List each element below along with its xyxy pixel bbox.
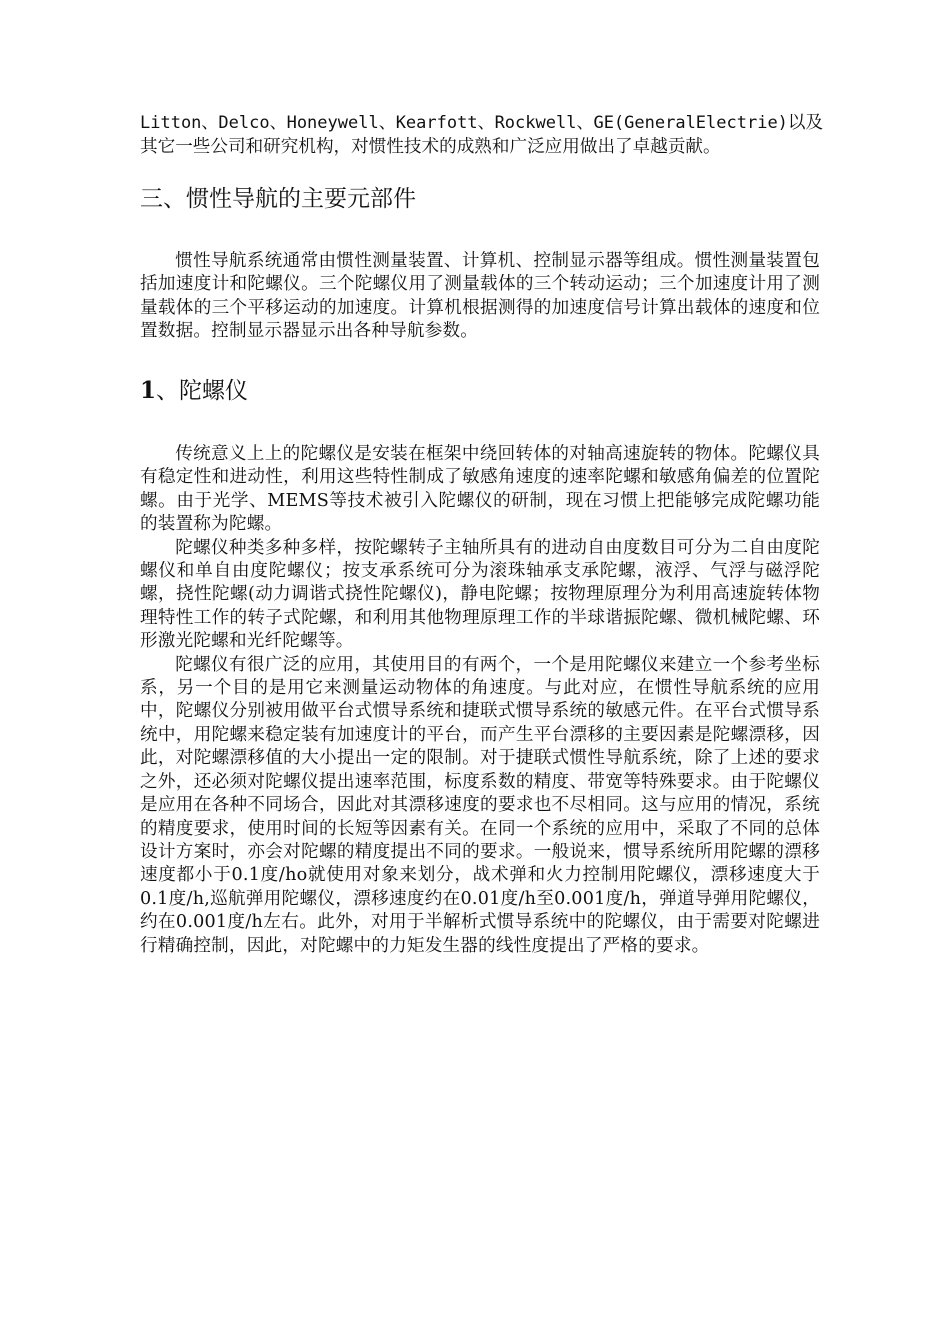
intro-line-1-tail: 以及 (787, 113, 824, 133)
intro-line-1 (140, 112, 824, 135)
subsection-body (140, 443, 820, 958)
paragraph: 陀螺仪种类多种多样，按陀螺转子主轴所具有的进动自由度数目可分为二自由度陀螺仪和单自由度陀螺仪；按支承系统可分为滚珠轴承支承陀螺，液浮、气浮与磁浮陀螺，挠性陀螺(动力调谐式挠性陀螺仪)，静电陀螺；按物理原理分为利用高速旋转体物理特性工作的转子式陀螺，和利用其他物理原理工作的半球谐振陀螺、微机械陀螺、环形激光陀螺和光纤陀螺等。 (140, 537, 820, 652)
company-list: Litton、Delco、Honeywell、Kearfott、Rockwell、GE(GeneralElectrie) (140, 113, 788, 133)
section-paragraph: 惯性导航系统通常由惯性测量装置、计算机、控制显示器等组成。惯性测量装置包括加速度计和陀螺仪。三个陀螺仪用了测量载体的三个转动运动；三个加速度计用了测量载体的三个平移运动的加速度。计算机根据测得的加速度信号计算出载体的速度和位置数据。控制显示器显示出各种导航参数。 (140, 251, 820, 342)
subsection-title: 、陀螺仪 (156, 378, 249, 404)
paragraph: 陀螺仪有很广泛的应用，其使用目的有两个，一个是用陀螺仪来建立一个参考坐标系，另一个目的是用它来测量运动物体的角速度。与此对应，在惯性导航系统的应用中，陀螺仪分别被用做平台式惯导系统和捷联式惯导系统的敏感元件。在平台式惯导系统中，用陀螺来稳定装有加速度计的平台，而产生平台漂移的主要因素是陀螺漂移，因此，对陀螺漂移值的大小提出一定的限制。对于捷联式惯性导航系统，除了上述的要求之外，还必须对陀螺仪提出速率范围，标度系数的精度、带宽等特殊要求。由于陀螺仪是应用在各种不同场合，因此对其漂移速度的要求也不尽相同。这与应用的情况，系统的精度要求，使用时间的长短等因素有关。在同一个系统的应用中，采取了不同的总体设计方案时，亦会对陀螺的精度提出不同的要求。一般说来，惯导系统所用陀螺的漂移速度都小于0.1度/ho就使用对象来划分，战术弹和火力控制用陀螺仪，漂移速度大于0.1度/h,巡航弹用陀螺仪，漂移速度约在0.01度/h至0.001度/h，弹道导弹用陀螺仪，约在0.001度/h左右。此外，对用于半解析式惯导系统中的陀螺仪，由于需要对陀螺进行精确控制，因此，对陀螺中的力矩发生器的线性度提出了严格的要求。 (140, 654, 820, 956)
subsection-number: 1 (140, 377, 157, 404)
paragraph: 传统意义上上的陀螺仪是安装在框架中绕回转体的对轴高速旋转的物体。陀螺仪具有稳定性和进动性，利用这些特性制成了敏感角速度的速率陀螺和敏感角偏差的位置陀螺。由于光学、MEMS等技术被引入陀螺仪的研制，现在习惯上把能够完成陀螺功能的装置称为陀螺。 (140, 444, 820, 535)
section-heading: 三、惯性导航的主要元部件 (140, 186, 416, 212)
intro-line-2: 其它一些公司和研究机构，对惯性技术的成熟和广泛应用做出了卓越贡献。 (140, 137, 721, 157)
subsection-heading (140, 376, 248, 406)
section-body (140, 250, 820, 344)
